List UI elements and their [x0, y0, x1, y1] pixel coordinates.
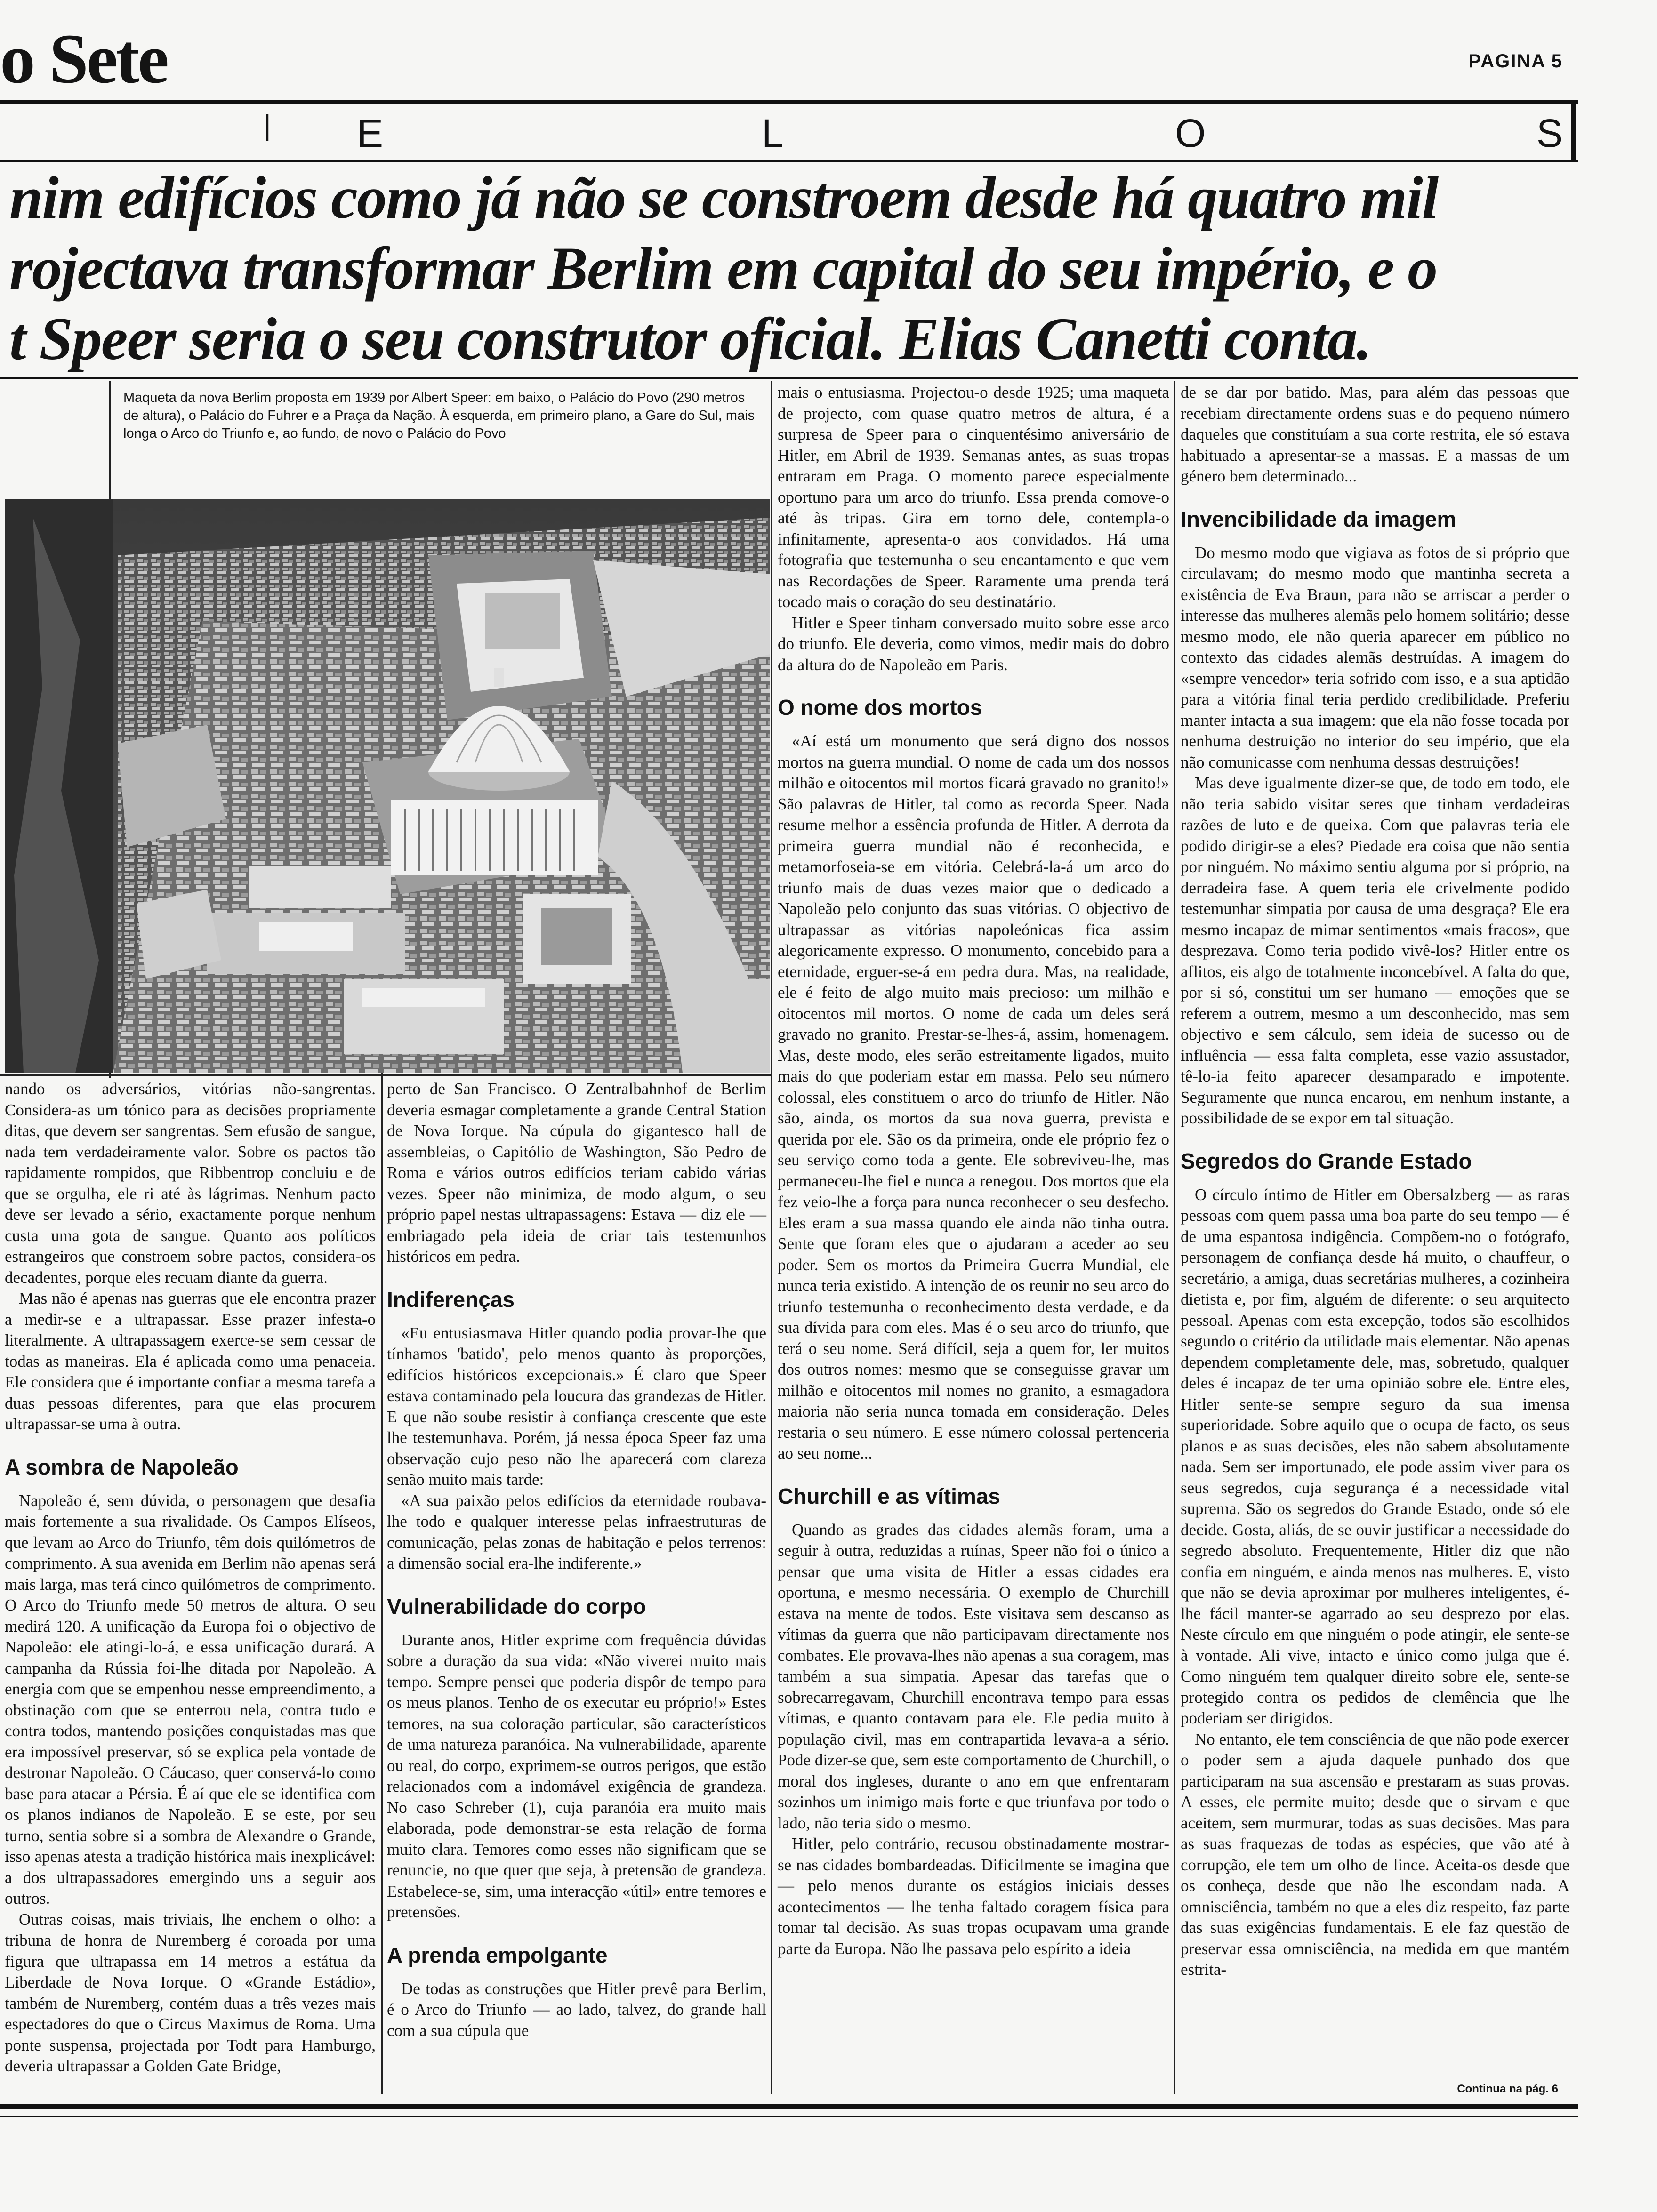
col4-paragraph-2: Do mesmo modo que vigiava as fotos de si próprio que circulavam; do mesmo modo que mantinha secreta a existência de Eva Braun, para não se arriscar a perder o interesse das mulheres alemãs pelo homem solitário; desse mesmo modo, ele não queria aparecer em público no contexto das cidades alemãs destruídas. A imagem do «sempre vencedor» teria sofrido com isso, e a sua aptidão para a vitória final teria perdido credibilidade. Preferiu manter intacta a sua imagem: que ela não fosse tocada por nenhuma destruição no interior do seu império, que ela não comunicasse com nenhuma dessas destruições! — [1181, 543, 1569, 771]
column-2 — [387, 1079, 766, 2041]
continues-link[interactable]: Continua na pág. 6 — [1457, 2083, 1558, 2095]
column-1 — [5, 1079, 376, 2077]
photo-caption: Maqueta da nova Berlim proposta em 1939 por Albert Speer: em baixo, o Palácio do Povo (290 metros de altura), o Palácio do Fuhrer e a Praça da Nação. À esquerda, em primeiro plano, a Gare do Sul, mais longa o Arco do Triunfo e, ao fundo, de novo o Palácio do Povo — [123, 390, 755, 441]
col2-paragraph-3: «A sua paixão pelos edifícios da eternidade roubava-lhe todo e qualquer interesse pelas infraestruturas de comunicação, pelas zonas de habitação e pelos terrenos: a dimensão social era-lhe indiferente.» — [387, 1491, 766, 1572]
col2-heading-prenda: A prenda empolgante — [387, 1942, 608, 1967]
headline-line-1: nim edifícios como já não se constroem desde há quatro mil — [9, 164, 1438, 231]
headline-line-3: t Speer seria o seu construtor oficial. Elias Canetti conta. — [9, 305, 1371, 372]
col4-heading-segredos: Segredos do Grande Estado — [1181, 1148, 1472, 1173]
page-number: PAGINA 5 — [1468, 51, 1563, 72]
section-letter-l: L — [762, 111, 784, 155]
col4-heading-invencibilidade: Invencibilidade da imagem — [1181, 506, 1456, 531]
col2-paragraph-4: Durante anos, Hitler exprime com frequência dúvidas sobre a duração da sua vida: «Não viverei muito mais tempo. Sempre pensei que poderia dispôr de tempo para os meus planos. Tenho de os executar eu próprio!» Estes temores, na sua coloração particular, são característicos de uma natureza paranóica. Na vulnerabilidade, aparente ou real, do corpo, exprimem-se outros perigos, que estão relacionados com a indomável exigência de grandeza. No caso Schreber (1), cuja paranóia era muito mais elaborada, pode demonstrar-se esta relação de forma muito clara. Temores como esses não significam que se renuncie, no que quer que seja, à pretensão de grandeza. Estabelece-se, sim, uma interacção «útil» entre temores e pretensões. — [387, 1630, 766, 1921]
col4-paragraph-5: No entanto, ele tem consciência de que não pode exercer o poder sem a ajuda daquele punhado dos que participaram na sua ascensão e prestaram as suas provas. A esses, ele permite muito; desde que o sirvam e que aceitem, sem murmurar, todas as suas decisões. Mas para as suas fraquezas de todas as espécies, que vão até à corrupção, ele tem um olho de lince. Aceita-os desde que os conheça, desde que não lhe escondam nada. A omnisciência, também no que a eles diz respeito, faz parte das suas exigências fundamentais. E ele faz questão de preservar essa omnisciência, na medida em que mantém estrita- — [1181, 1730, 1569, 1979]
col4-paragraph-3: Mas deve igualmente dizer-se que, de todo em todo, ele não teria sabido visitar seres que tinham verdadeiras razões de luto e de queixa. Com que palavras teria ele podido dirigir-se a eles? Piedade era coisa que não sentia por ninguém. No máximo sentiu alguma por si próprio, na derradeira fase. A quem teria ele crivelmente podido testemunhar simpatia por causa de uma desgraça? Ele era mesmo incapaz de mimar sentimentos «mais fracos», que desprezava. Como teria podido vivê-los? Hitler entre os aflitos, eis algo de totalmente inconcebível. A falta do que, por si só, constitui um ser humano — emoções que se referem a outrem, mesmo a um desconhecido, mas sem objectivo e sem cálculo, sem ideia de sucesso ou de influência — essa falta completa, esse vazio assustador, tê-lo-ia feito aparecer desamparado e impotente. Seguramente que nunca encarou, em nenhum instante, a possibilidade de se expor em tal situação. — [1181, 774, 1569, 1127]
column-rule-2 — [381, 1073, 383, 2094]
column-rule-4 — [1174, 381, 1175, 2094]
section-letter-e: E — [357, 111, 384, 155]
section-band — [0, 104, 1576, 160]
col1-paragraph-3: Napoleão é, sem dúvida, o personagem que desafia mais fortemente a sua rivalidade. Os Campos Elíseos, que levam ao Arco do Triunfo, têm dois quilómetros de comprimento. A sua avenida em Berlim não apenas será mais larga, mas terá cinco quilómetros de comprimento. O Arco do Triunfo mede 50 metros de altura. O seu medirá 120. A unificação da Europa foi o objectivo de Napoleão: ele atingi-lo-á, e essa unificação durará. A campanha da Rússia foi-lhe ditada por Napoleão. A energia com que se empenhou nesse empreendimento, a obstinação com que se enterrou nela, contra tudo e contra todos, mantendo posições conquistadas mas que era impossível preservar, só se explica pela vontade de destronar Napoleão. O Cáucaso, quer conservá-lo como base para atacar a Pérsia. É aí que ele se identifica com os planos indianos de Napoleão. E se este, por seu turno, sentia sobre si a sombra de Alexandre o Grande, isso apenas atesta a tradição histórica mais inexplicável: a dos ultrapassadores emergindo uns a seguir aos outros. — [5, 1491, 376, 1907]
col1-paragraph-2: Mas não é apenas nas guerras que ele encontra prazer a medir-se e a ultrapassar. Esse prazer infesta-o literalmente. A ultrapassagem exerce-se sem cessar de todas as maneiras. Ela é aplicada como uma penaceia. Ele considera que é importante confiar a mesma tarefa a duas pessoas diferentes, para que elas procurem ultrapassar-se uma à outra. — [5, 1289, 376, 1433]
column-4 — [1181, 382, 1569, 1980]
bottom-rule — [0, 2104, 1578, 2109]
col4-paragraph-4: O círculo íntimo de Hitler em Obersalzberg — as raras pessoas com quem passa uma boa parte do seu tempo — é de uma espantosa indigência. Compõem-no o fotógrafo, personagem de confiança desde há muito, o chauffeur, o secretário, a amiga, duas secretárias mulheres, a cozinheira dietista e, por fim, alguém de diferente: o seu arquitecto pessoal. Apenas com esta excepção, todos são escolhidos segundo o critério da utilidade mais elementar. Não apenas dependem completamente dele, mas, sobretudo, qualquer deles é incapaz de ter uma opinião sobre ele. Entre eles, Hitler sente-se sempre seguro da sua imensa superioridade. Sobre aquilo que o ocupa de facto, os seus planos e as suas decisões, eles não sabem absolutamente nada. Sem ser importunado, ele pode assim viver para os seus segredos, cuja segurança é a necessidade vital suprema. São os segredos do Grande Estado, onde só ele decide. Gosta, aliás, de se ouvir justificar a necessidade do segredo absoluto. Frequentemente, Hitler diz que não confia em ninguém, e ainda menos nas mulheres. E, visto que não se devia aproximar por mulheres inteligentes, é-lhe fácil manter-se agarrado ao seu desprezo por elas. Neste círculo em que ninguém o pode atingir, ele sente-se à vontade. Ali vive, intacto e único como julga que é. Como ninguém tem qualquer direito sobre ele, sente-se protegido contra os pedidos de clemência que lhe poderiam ser dirigidos. — [1181, 1185, 1569, 1727]
col4-paragraph-1: de se dar por batido. Mas, para além das pessoas que recebiam directamente ordens suas e do pequeno número daqueles que constituíam a sua corte restrita, ele só estava habituado a apresentar-se a massas. E a massas de um género bem determinado... — [1181, 383, 1569, 485]
berlin-model-image — [5, 499, 770, 1073]
headline-line-2: rojectava transformar Berlim em capital do seu império, e o — [9, 235, 1437, 302]
col3-paragraph-3: «Aí está um monumento que será digno dos nossos mortos na guerra mundial. O nome de cada um dos nossos milhão e oitocentos mil mortos ficará gravado no granito!» São palavras de Hitler, tal como as recorda Speer. Nada resume melhor a essência profunda de Hitler. A derrota da primeira guerra mundial não é reconhecida, e metamorfoseia-se em vitória. Celebrá-la-á um arco do triunfo mais de duas vezes maior que o dedicado a Napoleão pelo conjunto das suas vitórias. O objectivo de ultrapassar as vitórias napoleónicas fica assim alegoricamente expresso. O monumento, concebido para a eternidade, erguer-se-á em pedra dura. Mas, na realidade, ele é feito de algo muito mais precioso: um milhão e oitocentos mil mortos. O nome de cada um deles será gravado no granito. Prestar-se-lhes-á, assim, homenagem. Mas, deste modo, eles serão estreitamente ligados, muito mais do que poderiam estar em massa. Pelo seu número colossal, eles constituem o arco do triunfo de Hitler. Não são, ainda, os mortos da sua nova guerra, prevista e querida por ele. São os da primeira, onde ele próprio fez o seu serviço como toda a gente. Ele sobreviveu-lhe, mas permaneceu-lhe fiel e nunca a renegou. Dos mortos que ela fez veio-lhe a força para nunca reconhecer o seu desfecho. Eles eram a sua massa quando ele ainda não tinha outra. Sente que foram eles que o ajudaram a aceder ao seu poder. Sem os mortos da Primeira Guerra Mundial, ele nunca teria existido. A intenção de os reunir no seu arco do triunfo testemunha o reconhecimento desta verdade, e da sua dívida para com eles. Mas é o seu arco do triunfo, que terá o seu nome. Será difícil, seja a quem for, ler muitos dos outros nomes: mesmo que se conseguisse gravar um milhão e oitocentos mil nomes no granito, a esmagadora maioria não seria nunca tomada em consideração. Deles restaria o seu número. E esse número colossal pertenceria ao seu nome... — [778, 732, 1169, 1462]
masthead: o Sete — [0, 20, 168, 98]
section-letter-o: O — [1175, 111, 1206, 155]
column-3 — [778, 382, 1169, 1959]
col2-paragraph-2: «Eu entusiasmava Hitler quando podia provar-lhe que tínhamos 'batido', pelo menos quanto às proporções, edifícios históricos excepcionais.» É claro que Speer estava contaminado pela loucura das grandezas de Hitler. E que não soube resistir à confiança crescente que este lhe testemunhava. Porém, já nessa época Speer faz uma observação cujo peso não lhe aparecerá com clareza senão muito mais tarde: — [387, 1323, 766, 1489]
bottom-rule-thin — [0, 2116, 1578, 2117]
col1-heading-napoleao: A sombra de Napoleão — [5, 1454, 239, 1479]
col3-paragraph-2: Hitler e Speer tinham conversado muito sobre esse arco do triunfo. Ele deveria, como vimos, medir mais do dobro da altura do de Napoleão em Paris. — [778, 613, 1169, 674]
col2-paragraph-1: perto de San Francisco. O Zentralbahnhof de Berlim deveria esmagar completamente a grande Central Station de Nova Iorque. Na cúpula do gigantesco hall de assembleias, o Capitólio de Washington, São Pedro de Roma e vários outros edifícios teriam cabido várias vezes. Speer não minimiza, de modo algum, o seu próprio papel nestas ultrapassagens: Estava — diz ele — embriagado pela ideia de criar tais testemunhos históricos em pedra. — [387, 1080, 766, 1266]
photo-bottom-rule — [0, 1074, 771, 1076]
headline-rule — [0, 377, 1578, 379]
column-rule-3 — [771, 381, 772, 2094]
col3-heading-churchill: Churchill e as vítimas — [778, 1483, 1000, 1508]
col3-paragraph-4: Quando as grades das cidades alemãs foram, uma a seguir à outra, reduzidas a ruínas, Speer não foi o único a pensar que uma visita de Hitler a essas cidades era oportuna, e mesmo necessária. O exemplo de Churchill estava na mente de todos. Este visitava sem descanso as vítimas da guerra que não participavam directamente nos combates. Ele provava-lhes não apenas a sua coragem, mas também a sua simpatia. Apesar das tarefas que o sobrecarregavam, Churchill encontrava tempo para essas vítimas, e quanto contavam para ele. Ele pedia muito à população civil, mas em contrapartida levava-a a sério. Pode dizer-se que, sem este comportamento de Churchill, o moral dos ingleses, durante o ano em que enfrentaram sozinhos um inimigo mais forte e que triunfava por todo o lado, não teria sido o mesmo. — [778, 1520, 1169, 1832]
col2-heading-indiferencas: Indiferenças — [387, 1287, 515, 1312]
col3-heading-nome-mortos: O nome dos mortos — [778, 695, 982, 720]
col3-paragraph-5: Hitler, pelo contrário, recusou obstinadamente mostrar-se nas cidades bombardeadas. Dificilmente se imagina que — pelo menos durante os estágios iniciais desses acontecimentos — lhe tenha faltado coragem física para tomar tal decisão. As suas tropas ocupavam uma grande parte da Europa. Não lhe passava pelo espírito a ideia — [778, 1835, 1169, 1958]
col2-paragraph-5: De todas as construções que Hitler prevê para Berlim, é o Arco do Triunfo — ao lado, talvez, do grande hall com a sua cúpula que — [387, 1979, 766, 2040]
berlin-model-photo — [5, 499, 770, 1073]
col1-paragraph-4: Outras coisas, mais triviais, lhe enchem o olho: a tribuna de honra de Nuremberg é coroada por uma figura que ultrapassa em 14 metros a estátua da Liberdade de Nova Iorque. O «Grande Estádio», também de Nuremberg, contém duas a três vezes mais espectadores do que o Circus Maximus de Roma. Uma ponte suspensa, projectada por Todt para Hamburgo, deveria ultrapassar a Golden Gate Bridge, — [5, 1910, 376, 2075]
col2-heading-vulnerabilidade: Vulnerabilidade do corpo — [387, 1594, 646, 1619]
headline — [9, 162, 1563, 374]
top-rule — [0, 100, 1578, 104]
band-tick: | — [264, 109, 271, 141]
section-letter-s: S — [1536, 111, 1563, 155]
col1-paragraph-1: nando os adversários, vitórias não-sangrentas. Considera-as um tónico para as decisões propriamente ditas, que devem ser sangrentas. Sem efusão de sangue, nada tem verdadeiramente valor. Sobre os pactos tão rapidamente rompidos, que Ribbentrop concluiu e de que se orgulha, ele ri até às lágrimas. Nenhum pacto deve ser levado a sério, exactamente porque nenhum custa uma gota de sangue. Quanto aos políticos estrangeiros que constroem sobre pactos, considera-os decadentes, porque eles recuam diante da guerra. — [5, 1080, 376, 1287]
col3-paragraph-1: mais o entusiasma. Projectou-o desde 1925; uma maqueta de projecto, com quase quatro metros de altura, é a surpresa de Speer para o cinquentésimo aniversário de Hitler, em Abril de 1939. Semanas antes, as suas tropas entraram em Praga. O momento parece especialmente oportuno para um arco do triunfo. Essa prenda comove-o até às tripas. Gira em torno dele, contempla-o infinitamente, apresenta-o aos convidados. Há uma fotografia que testemunha o seu encantamento e que vem nas Recordações de Speer. Raramente uma prenda terá tocado mais o coração do seu destinatário. — [778, 383, 1169, 611]
